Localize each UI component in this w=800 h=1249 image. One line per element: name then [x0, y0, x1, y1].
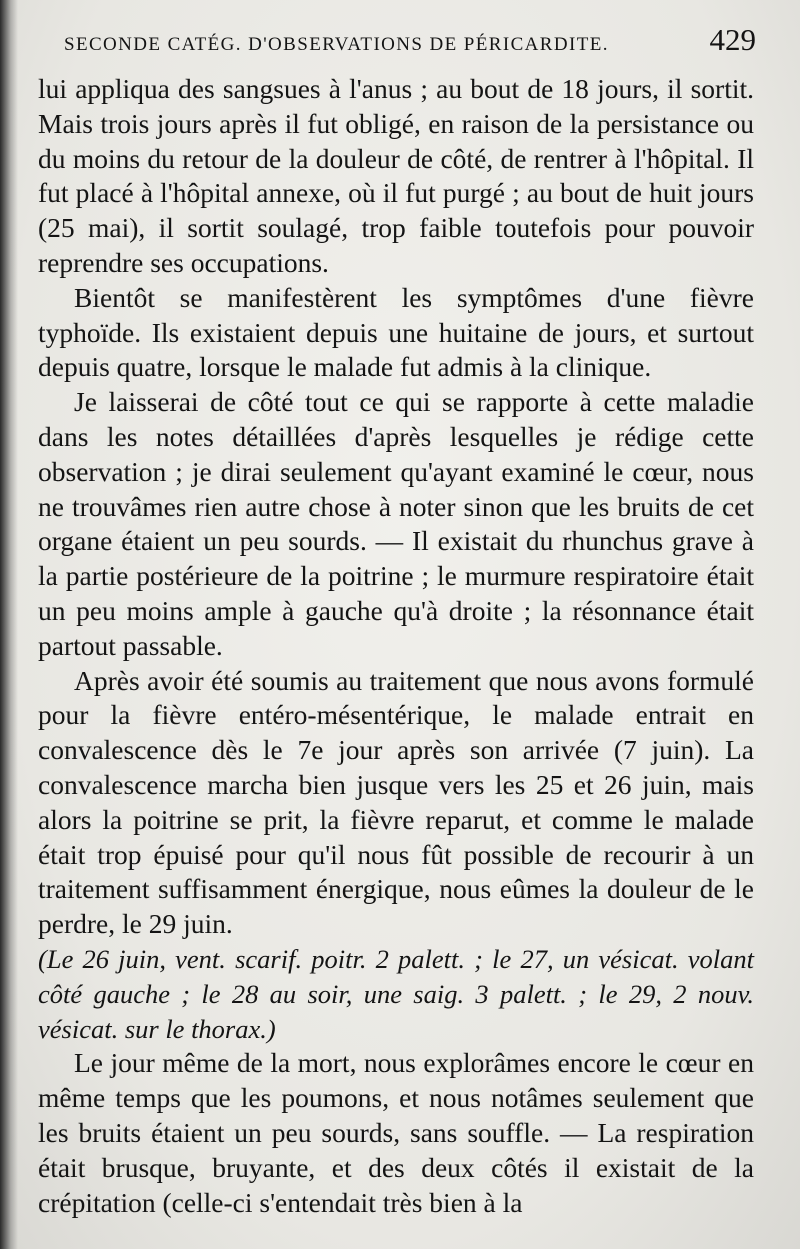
paragraph-5: Le jour même de la mort, nous explorâmes encore le cœur en même temps que les poumons, et nous notâmes seulement que les bruits étaient un peu sourds, sans souffle. — La respiration était brusque, bruyante, et des deux côtés il existait de la crépitation (celle-ci s'entendait très bien à la	[38, 1047, 754, 1218]
treatment-note: (Le 26 juin, vent. scarif. poitr. 2 palett. ; le 27, un vésicat. volant côté gauche ; le 28 au soir, une saig. 3 palett. ; le 29, 2 nouv. vésicat. sur le thorax.)	[38, 943, 754, 1044]
paragraph-3: Je laisserai de côté tout ce qui se rapporte à cette maladie dans les notes détaillées d'après lesquelles je rédige cette observation ; je dirai seulement qu'ayant examiné le cœur, nous ne trouvâmes rien autre chose à noter sinon que les bruits de cet organe étaient un peu sourds. — Il existait du rhunchus grave à la partie postérieure de la poitrine ; le murmure respiratoire était un peu moins ample à gauche qu'à droite ; la résonnance était partout passable.	[38, 386, 754, 661]
page-number: 429	[709, 22, 756, 57]
paragraph-4: Après avoir été soumis au traitement que nous avons formulé pour la fièvre entéro-mésentérique, le malade entrait en convalescence dès le 7e jour après son arrivée (7 juin). La convalescence marcha bien jusque vers les 25 et 26 juin, mais alors la poitrine se prit, la fièvre reparut, et comme le malade était trop épuisé pour qu'il nous fût possible de recourir à un traitement suffisamment énergique, nous eûmes la douleur de le perdre, le 29 juin.	[38, 664, 754, 940]
paragraph-2: Bientôt se manifestèrent les symptômes d'une fièvre typhoïde. Ils existaient depuis une huitaine de jours, et surtout depuis quatre, lorsque le malade fut admis à la clinique.	[38, 281, 754, 383]
running-head: SECONDE CATÉG. D'OBSERVATIONS DE PÉRICARDITE.	[64, 34, 609, 55]
paragraph-1: lui appliqua des sangsues à l'anus ; au bout de 18 jours, il sortit. Mais trois jours après il fut obligé, en raison de la persistance ou du moins du retour de la douleur de côté, de rentrer à l'hôpital. Il fut placé à l'hôpital annexe, où il fut purgé ; au bout de huit jours (25 mai), il sortit soulagé, trop faible toutefois pour pouvoir reprendre ses occupations.	[38, 73, 754, 278]
body-text	[38, 72, 754, 1220]
